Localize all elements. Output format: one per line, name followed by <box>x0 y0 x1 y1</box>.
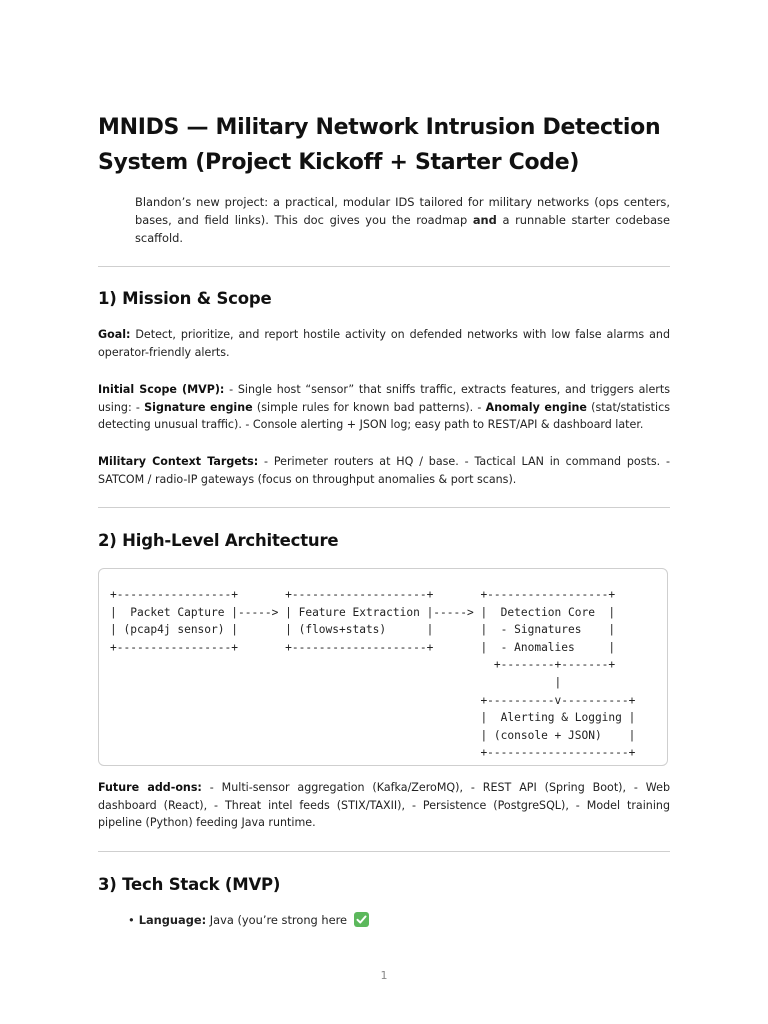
language-text: Java (you’re strong here <box>206 913 351 927</box>
divider <box>98 507 670 508</box>
section-heading-architecture: 2) High-Level Architecture <box>98 531 339 550</box>
section-heading-tech-stack: 3) Tech Stack (MVP) <box>98 875 281 894</box>
intro-text: Blandon’s new project: a practical, modular IDS tailored for military networks (ops centers, bases, and field links). This doc gives you the roadmap <box>135 195 670 227</box>
targets-label: Military Context Targets: <box>98 455 259 468</box>
targets-text: - Perimeter routers at HQ / base. - Tactical LAN in command posts. - SATCOM / radio-IP gateways (focus on throughput anomalies & port scans). <box>98 455 670 486</box>
section-heading-mission: 1) Mission & Scope <box>98 289 272 308</box>
page-number: 1 <box>380 969 388 982</box>
scope-text-2: (simple rules for known bad patterns). - <box>252 400 486 414</box>
divider <box>98 266 670 267</box>
architecture-diagram: +-----------------+ +--------------------+ +------------------+ | Packet Capture |-----> | Feature Extraction |-----> | Detection Core | | (pcap4j sensor) | | (flows+stats) | | - Signatures | +-----------------+ +--------------------+ | - Anomalies | +--------+-------+ | +----------v----------+ | Alerting & Logging | | (console + JSON) | +---------------------+ <box>110 588 636 760</box>
anomaly-engine-label: Anomaly engine <box>485 400 587 414</box>
goal-label: Goal: <box>98 328 131 341</box>
scope-text-1: - Single host “sensor” that sniffs traffic, extracts features, and triggers alerts using: - <box>98 383 670 414</box>
language-label: Language: <box>138 913 207 927</box>
divider <box>98 851 670 852</box>
scope-label: Initial Scope (MVP): <box>98 383 225 396</box>
list-item <box>128 911 369 929</box>
bullet-dot: • <box>128 913 135 927</box>
goal-paragraph <box>98 326 670 361</box>
future-addons-label: Future add-ons: <box>98 781 202 794</box>
goal-text: Detect, prioritize, and report hostile activity on defended networks with low false alarms and operator-friendly alerts. <box>98 328 670 359</box>
signature-engine-label: Signature engine <box>144 400 253 414</box>
intro-bold: and <box>472 213 497 227</box>
future-addons-paragraph <box>98 779 670 832</box>
future-addons-text: - Multi-sensor aggregation (Kafka/ZeroMQ), - REST API (Spring Boot), - Web dashboard (React), - Threat intel feeds (STIX/TAXII), - Persistence (PostgreSQL), - Model training pipeline (Python) feeding Java runtime. <box>98 781 670 829</box>
architecture-code-block <box>98 568 668 766</box>
intro-text-end: a runnable starter codebase scaffold. <box>135 213 670 245</box>
intro-paragraph <box>135 193 670 247</box>
targets-paragraph <box>98 453 670 488</box>
check-mark-icon <box>354 912 369 927</box>
scope-paragraph <box>98 381 670 434</box>
document-title: MNIDS — Military Network Intrusion Detection System (Project Kickoff + Starter Code) <box>98 115 661 175</box>
scope-text-3: (stat/statistics detecting unusual traffic). - Console alerting + JSON log; easy path to REST/API & dashboard later. <box>98 400 670 431</box>
